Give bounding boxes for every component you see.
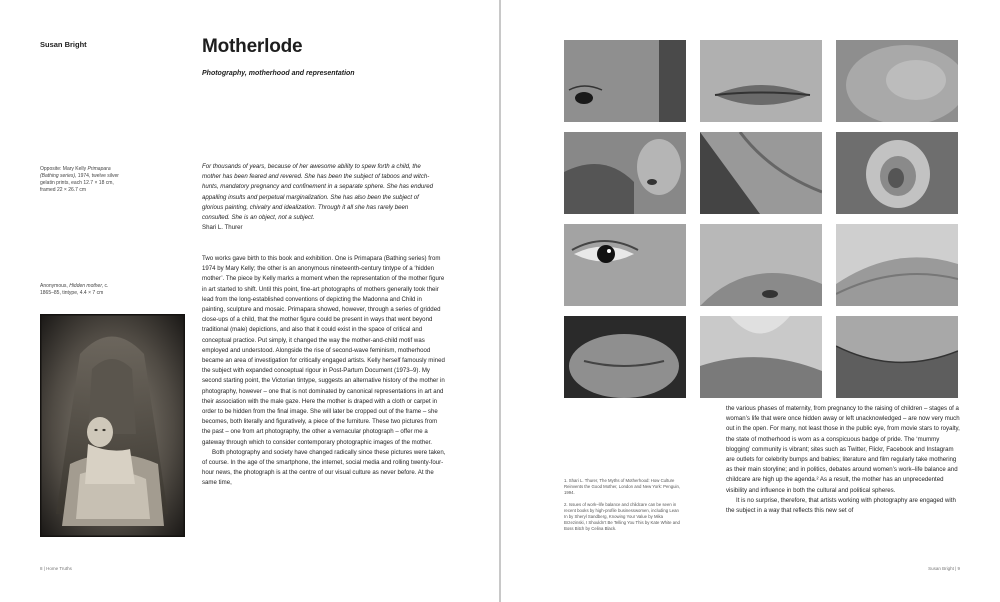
caption-opposite-work: Primapara: [87, 166, 111, 172]
grid-photo-shoulder-curve: [700, 316, 822, 398]
left-page: [0, 0, 499, 602]
right-page: [501, 0, 1000, 602]
body-text-right: [726, 404, 961, 516]
grid-photo-chin-closeup: [564, 316, 686, 398]
grid-photo-cheek-nostril: [700, 224, 822, 306]
grid-photo-skin-curve: [836, 224, 958, 306]
caption-opposite-prefix: Opposite: Mary Kelly: [40, 166, 87, 172]
grid-photo-ear: [836, 132, 958, 214]
footnote: 1. Shari L. Thurer, The Myths of Motherhood: How Culture Reinvents the Good Mother, London and New York: Penguin, 1994.: [564, 478, 681, 496]
grid-photo-lips: [700, 40, 822, 122]
caption-opposite: [40, 166, 122, 194]
grid-photo-nose-and-hand: [564, 132, 686, 214]
epigraph-quote: [202, 162, 434, 233]
caption-tintype: [40, 283, 122, 297]
caption-opposite-details: 1974, twelve silver gelatin prints, each 12.7 × 18 cm, framed 22 × 26.7 cm: [40, 173, 119, 193]
caption-tintype-details: c. 1865–85, tintype, 4.4 × 7 cm: [40, 283, 109, 296]
footnote: 2. Issues of work–life balance and childcare can be seen in recent books by high-profile businesswomen, including Lean In by Sheryl Sandberg, Knowing Your Value by Mika Brzezinski, I Shouldn’t Be Telling You This by Kate White and Boss Bitch by Celina Black.: [564, 501, 680, 532]
page-folio-left: 8 | Home Truths: [40, 566, 72, 571]
caption-tintype-prefix: Anonymous,: [40, 283, 68, 289]
footnotes: [564, 478, 682, 538]
hidden-mother-tintype-photo: [40, 314, 185, 537]
caption-opposite-series: (Bathing series),: [40, 173, 77, 179]
body-paragraph: Both photography and society have changed radically since these pictures were taken, of course. In the age of the smartphone, the internet, social media and rolling twenty-four-hour news, the photograph is at the centre of our visual culture as never before. At the same time,: [202, 448, 446, 487]
grid-photo-smooth-skin: [836, 40, 958, 122]
body-text-left: [202, 254, 446, 489]
body-paragraph: the various phases of maternity, from pregnancy to the raising of children – stages of a woman’s life that were once hidden away or left unacknowledged – are now very much out in the open. For many, not least those in the public eye, from movie stars to royalty, the state of motherhood is worn as a conspicuous badge of pride. The ‘mummy blogging’ community is vibrant; sites such as Twitter, Flickr, Facebook and Instagram are outlets for celebrity bumps and babies; literature and film regularly take mothering as their main storyline; and in politics, debates around women’s work–life balance and childcare are high up the agenda.² As a result, the mother has an unprecedented visibility and influence in both the cultural and political spheres.: [726, 405, 960, 494]
epigraph-attribution: Shari L. Thurer: [202, 224, 243, 232]
grid-photo-skin-crease: [700, 132, 822, 214]
page-folio-right: Susan Bright | 9: [928, 566, 960, 571]
page-subtitle: Photography, motherhood and representation: [202, 70, 355, 77]
grid-photo-closed-eye: [564, 40, 686, 122]
grid-photo-skin-fold: [836, 316, 958, 398]
primapara-photo-grid: [564, 40, 959, 398]
grid-photo-open-eye: [564, 224, 686, 306]
body-paragraph: It is no surprise, therefore, that artists working with photography are engaged with the subject in a way that reflects this new set of: [726, 496, 956, 515]
page-title: Motherlode: [202, 36, 303, 57]
epigraph-text: For thousands of years, because of her awesome ability to spew forth a child, the mother has been feared and revered. She has been the subject of taboos and witch-hunts, mandatory pregnancy and confinement in a separate sphere. She has endured appalling insults and perpetual marginalization. She has also been the subject of glorious painting, chivalry and idealization. Through it all she has rarely been consulted. She is an object, not a subject.: [202, 163, 434, 222]
author-name: Susan Bright: [40, 40, 87, 49]
caption-tintype-work: Hidden mother,: [69, 283, 104, 289]
body-paragraph: Two works gave birth to this book and exhibition. One is Primapara (Bathing series) from 1974 by Mary Kelly; the other is an anonymous nineteenth-century tintype of a ‘hidden mother’. The piece by Kelly marks a moment when the representation of the mother figure in art started to shift. Until this point, fine-art photographs of mothers generally took their lead from the long-established conventions of depicting the Madonna and Child in painting, sculpture and mosaic. Primapara showed, however, through a series of gridded close-ups of a child, that the mother figure could be present in ways that went beyond traditional (male) depictions, and also that it could exist in the space of critical and conceptual practice. Put simply, it changed the way the mother-and-child motif was employed and understood. Alongside the rise of second-wave feminism, motherhood became an area of investigation for critically engaged artists. Kelly herself famously mined the subject with expanded conceptual rigour in Post-Partum Document (1973–9). My second starting point, the Victorian tintype, suggests an alternative history of the mother in photography, however – one that is not dominated by canonical representations in art and their association with the male gaze. Here the mother is draped with a cloth or carpet in order to be hidden from the final image. She will later be cropped out of the frame – she becomes, both literally and figuratively, a piece of the furniture. These two pictures from the past – one from art photography, the other a vernacular photograph – offer me a gateway through which to consider contemporary photographic images of the mother.: [202, 255, 445, 446]
